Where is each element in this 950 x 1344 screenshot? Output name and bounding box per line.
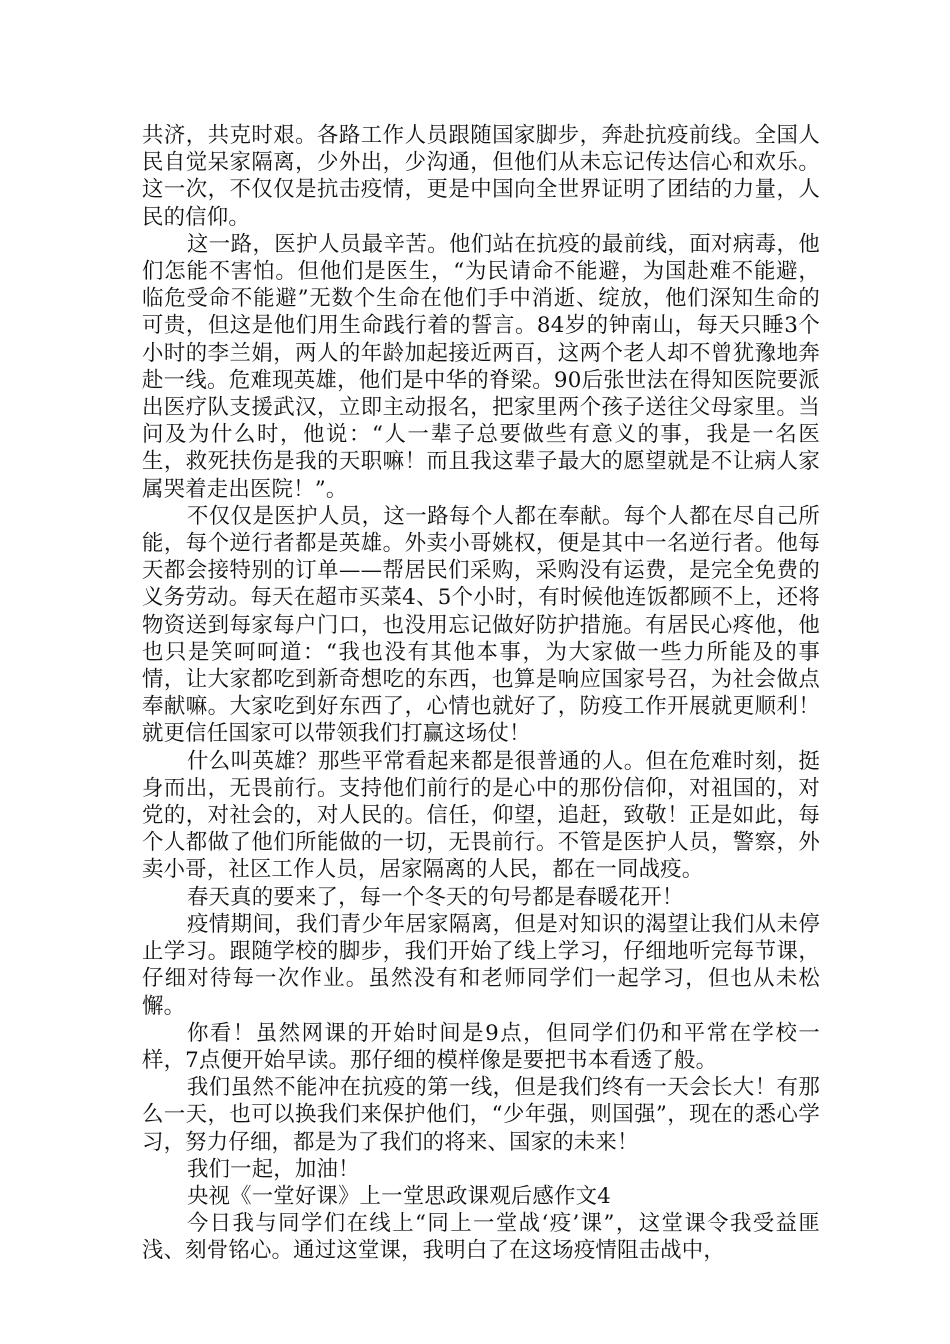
paragraph: 共济，共克时艰。各路工作人员跟随国家脚步，奔赴抗疫前线。全国人民自觉呆家隔离，少外出，少沟通，但他们从未忘记传达信心和欢乐。这一次，不仅仅是抗击疫情，更是中国向全世界证明了团结的力量，人民的信仰。: [142, 123, 820, 230]
body-text: [142, 122, 820, 1265]
paragraph: 什么叫英雄？那些平常看起来都是很普通的人。但在危难时刻，挺身而出，无畏前行。支持他们前行的是心中的那份信仰，对祖国的，对党的，对社会的，对人民的。信任，仰望，追赶，致敬！正是如此，每个人都做了他们所能做的一切，无畏前行。不管是医护人员，警察，外卖小哥，社区工作人员，居家隔离的人民，都在一同战疫。: [142, 748, 820, 883]
paragraph: 疫情期间，我们青少年居家隔离，但是对知识的渴望让我们从未停止学习。跟随学校的脚步，我们开始了线上学习，仔细地听完每节课，仔细对待每一次作业。虽然没有和老师同学们一起学习，但也从未松懈。: [142, 911, 820, 1019]
paragraph: 春天真的要来了，每一个冬天的句号都是春暖花开！: [186, 884, 684, 910]
section-heading: 央视《一堂好课》上一堂思政课观后感作文4: [186, 1183, 611, 1209]
paragraph: 我们一起，加油！: [186, 1156, 360, 1182]
paragraph: 这一路，医护人员最辛苦。他们站在抗疫的最前线，面对病毒，他们怎能不害怕。但他们是医生，“为民请命不能避，为国赴难不能避，临危受命不能避”无数个生命在他们手中消逝、绽放，他们深知生命的可贵，但这是他们用生命践行着的誓言。84岁的钟南山，每天只睡3个小时的李兰娟，两人的年龄加起接近两百，这两个老人却不曾犹豫地奔赴一线。危难现英雄，他们是中华的脊梁。90后张世法在得知医院要派出医疗队支援武汉，立即主动报名，把家里两个孩子送往父母家里。当问及为什么时，他说：“人一辈子总要做些有意义的事，我是一名医生，救死扶伤是我的天职嘛！而且我这辈子最大的愿望就是不让病人家属哭着走出医院！”。: [142, 231, 820, 502]
paragraph: 今日我与同学们在线上“同上一堂战‘疫’课”，这堂课令我受益匪浅、刻骨铭心。通过这堂课，我明白了在这场疫情阻击战中，: [142, 1211, 820, 1264]
paragraph: 你看！虽然网课的开始时间是9点，但同学们仍和平常在学校一样，7点便开始早读。那仔细的模样像是要把书本看透了般。: [142, 1020, 820, 1073]
paragraph: 我们虽然不能冲在抗疫的第一线，但是我们终有一天会长大！有那么一天，也可以换我们来保护他们，“少年强，则国强”，现在的悉心学习，努力仔细，都是为了我们的将来、国家的未来！: [142, 1075, 820, 1155]
paragraph: 不仅仅是医护人员，这一路每个人都在奉献。每个人都在尽自己所能，每个逆行者都是英雄。外卖小哥姚权，便是其中一名逆行者。他每天都会接特别的订单——帮居民们采购，采购没有运费，是完全免费的义务劳动。每天在超市买菜4、5个小时，有时候他连饭都顾不上，还将物资送到每家每户门口，也没用忘记做好防护措施。有居民心疼他，他也只是笑呵呵道：“我也没有其他本事，为大家做一些力所能及的事情，让大家都吃到新奇想吃的东西，也算是响应国家号召，为社会做点奉献嘛。大家吃到好东西了，心情也就好了，防疫工作开展就更顺利！就更信任国家可以带领我们打赢这场仗！: [142, 503, 820, 747]
